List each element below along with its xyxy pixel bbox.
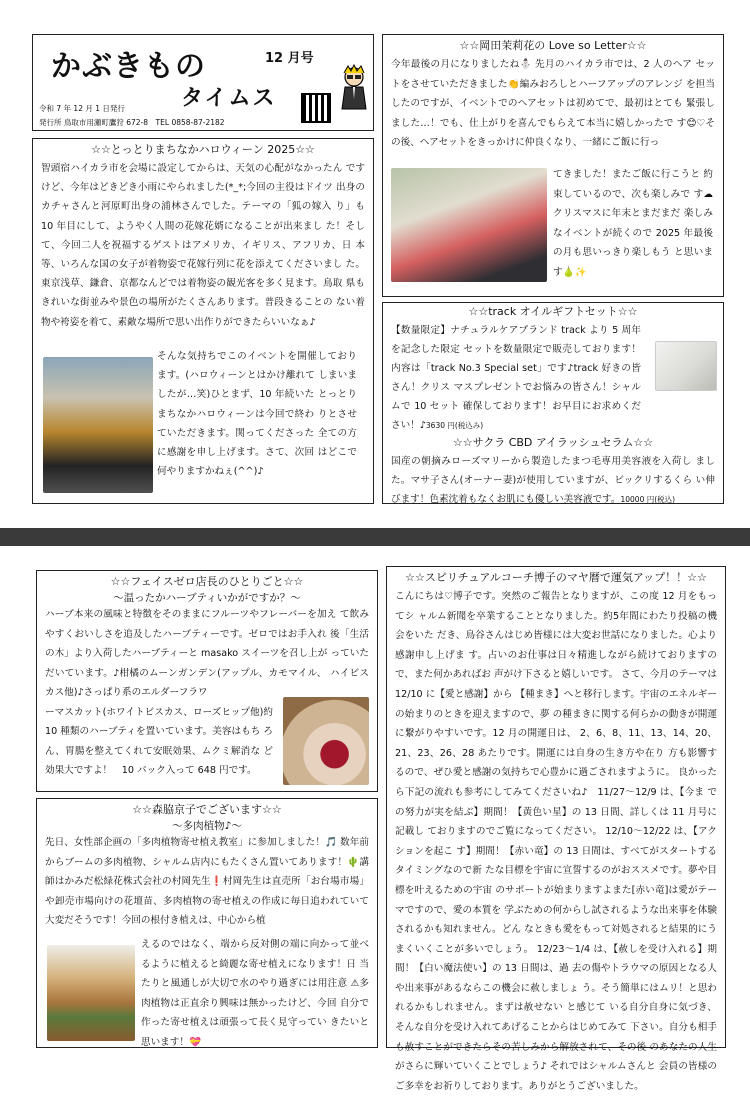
love-letter-title: ☆☆岡田茉莉花の Love so Letter☆☆: [459, 39, 647, 52]
halloween-title: ☆☆とっとりまちなかハロウィーン 2025☆☆: [91, 143, 315, 156]
herb-body-cont: ーマスカット(ホワイトビスカス、ローズヒップ他)約 10 種類のハーブティを置いています。美容はもち ろん、胃腸を整えてくれて安眠効果、ムクミ解消な ど効果大ですよ！ 10 パック入って 648 円です。: [45, 706, 273, 776]
track-article: [382, 302, 724, 504]
page-bottom: [0, 546, 750, 1092]
herb-article: [36, 570, 378, 792]
spiritual-title: ☆☆スピリチュアルコーチ博子のマヤ暦で運気アップ！！☆☆: [405, 571, 707, 584]
masthead-subtitle: タイムス: [181, 86, 277, 111]
halloween-article: [32, 138, 374, 504]
succulent-body: 先日、女性部企画の「多肉植物寄せ植え教室」に参加しました！🎵 数年前からブームの多肉植物、シャルム店内にもたくさん置いてあります！🌵講師はかみだ松緑花株式会社の村岡先生❗村岡先生は直売所「お台場市場」や卸売市場向けの花壇苗、多肉植物の寄せ植えの作成に毎日追われていて大変だそうです！今回の根付き植えは、中心から植: [45, 837, 369, 927]
succulent-title: ☆☆森脇京子でございます☆☆: [132, 803, 282, 816]
track-title: ☆☆track オイルギフトセット☆☆: [468, 305, 638, 318]
page-divider: [0, 528, 750, 546]
succulent-basket-photo: [47, 945, 135, 1041]
succulent-body-cont: えるのではなく、端から反対側の端に向かって並べ るように植えると綺麗な寄せ植えになります！日 当たりと風通しが大切で水のやり過ぎには用注意 ⚠多肉植物は正直余り興味は無かったけど、今回 自分で作った寄せ植えは頑張って長く見守ってい きたいと思います！💝: [141, 939, 369, 1048]
sakura-price: 10000 円(税込): [620, 495, 676, 504]
love-letter-body-cont: てきました！またご飯に行こうと 約束しているので、次も楽しみで す☁ クリスマスに年末とまだまだ 楽しみなイベントが続くので 2025 年最後の月も思いっきり楽しもう と思います🍐✨: [553, 169, 713, 278]
sakura-title: ☆☆サクラ CBD アイラッシュセラム☆☆: [452, 436, 654, 449]
sakura-text: 国産の朝摘みローズマリーから製造したまつ毛専用美容液を入荷し ました。マサ子さん(オーナー妻)が使用していますが、ビックリするくら い伸びます！色素沈着もなくお肌にも優しい美容液です。: [391, 456, 715, 505]
love-letter-body: 今年最後の月になりましたね⛄ 先月のハイカラ市では、2 人のヘア セットをさせていただきました👏編みおろしとハーフアップのアレンジ を担当したのですが、イベントでのヘアセットは初めてで、最初はとても 緊張しました…！でも、仕上がりを喜んでもらえて本当に嬉しかったで す😊♡その後、ヘアセットをきっかけに仲良くなり、一緒にご飯に行っ: [391, 59, 715, 148]
succulent-article: [36, 798, 378, 1048]
track-body: [383, 321, 649, 435]
masthead-title: かぶきもの: [51, 49, 206, 84]
track-price: 3630 円(税込み): [425, 421, 484, 430]
mascot-icon: [336, 65, 372, 111]
love-letter-article: [382, 34, 724, 297]
sakura-body: [383, 452, 723, 509]
herb-tea-photo: [283, 697, 369, 785]
succulent-subtitle: ～多肉植物♪～: [172, 820, 242, 832]
herb-subtitle: ～温ったかハーブティいかがですか？～: [113, 592, 301, 604]
love-letter-photo: [391, 168, 547, 282]
issue-date: 令和 7 年 12 月 1 日発行: [39, 104, 125, 113]
herb-title: ☆☆フェイスゼロ店長のひとりごと☆☆: [110, 575, 304, 588]
masthead: [32, 34, 374, 131]
halloween-body-cont: そんな気持ちでこのイベントを開催しており ます。(ハロウィーンとはかけ離れて しまいましたが…笑)ひとまず、10 年続いた とっとりまちなかハロウィーンは今回で終わ りとさせていただきます。関ってくださった 全ての方に感謝を申し上げます。さて、次回 はどこで何やりますかねぇ(^^)♪: [157, 351, 357, 478]
halloween-photo: [43, 357, 153, 493]
track-text: 【数量限定】ナチュラルケアブランド track より 5 周年を記念した限定 セットを数量限定で販売しております！内容は「track No.3 Special set」です♪track 好きの皆さん！クリス マスプレゼントでお悩みの皆さん！シャルムで 10 セット 確保しております！お早目にお求めください！♪: [391, 325, 641, 431]
spiritual-body: こんにちは♡博子です。突然のご報告となりますが、この度 12 月をもってシ ャルム新聞を卒業することとなりました。約5年間にわたり投稿の機会をいた だき、鳥谷さんはじめ皆様には大変お世話になりました。心より感謝申し上げま す。占いのお仕事は日々精進しながら続けておりますので、また何かあればお 声がけ下さると嬉しいです。 さて、今月のテーマは 12/10 に【愛と感謝】から 【種まき】へと移行します。宇宙のエネルギーの始まりのときを迎えますので、夢 の種まきに関する何らかの動きが開運に繋がりやすいです。12 月の開運日は、 2、6、8、11、13、14、20、21、23、26、28 あたりです。開運には自身の生き方や在り 方も影響するので、ぜひ愛と感謝の気持ちで心豊かに過ごされますように。 良かったら下記の流れも参考にしてみてくださいね♪ 11/27～12/9 は、【今ま での努力が実を結ぶ】期間！【黄色い星】の 13 日間、詳しくは 11 月号に記載し ておりますのでご覧になってください。 12/10～12/22 は、【アクションを起こ す】期間！【赤い竜】の 13 日間は、すべてがスタートするタイミングなので新 たな目標を宇宙に宣誓するのがおススメです。夢や目標を叶えるための宇宙 のサポートが始まりますよまた[赤い竜]は愛がテーマですので、愛の本質を 学ぶための何からし試されるような出来事を体験されるかも知れません。どん なときも愛をもって対処されると結果的にうまくいくことが多いでしょう。 12/23～1/4 は、【赦しを受け入れる】期間！【白い魔法使い】の 13 日間は、過 去の傷やトラウマの原因となる人や出来事があるならこの機会に赦しましょ う。そう簡単にはムリ！と思われるかもしれません。まずは赦せない と感じて いる自分自身に気づき、そんな自分を受け入れてあげることからはじめてみて 下さい。自分も相手も赦すことができたらその苦しみから解放されて、その後 のあなたの人生がさらに輝いていくことでしょう♪ それではシャルムさんと 会員の皆様のご多幸をお祈りしております。ありがとうございました。: [395, 591, 717, 1092]
track-product-photo: [655, 341, 717, 391]
halloween-body: 智頭宿ハイカラ市を会場に設定してからは、天気の心配がなかったん ですけど、今年はどきどき小雨にやられました(*_*;今回の主役はドイツ 出身のカチャさんと河原町出身の浦林さんでした。テーマの「狐の嫁入 り」も 10 年目にして、ようやく人間の花嫁花婿になることが出来まし た！そして、今回二人を祝福するゲストはアメリカ、イギリス、アフリカ、日 本等、いろんな国の女子が着物姿で花嫁行列に花を添えてくださいまし た。東京浅草、鎌倉、京都なんどでは着物姿の観光客を多く見ます。鳥取 県もきれいな街並みや景色の場所がたくさんあります。普段きることの ない着物や袴姿を着て、素敵な場所で思い出作りができたらいいなぁ♪: [41, 163, 365, 328]
spiritual-article: [386, 566, 726, 1092]
herb-body: ハーブ本来の風味と特徴をそのままにフルーツやフレーバーを加え て飲みやすくおいしさを追及したハーブティーです。ゼロではお手入れ 後「生活の木」より入荷したハーブティーと masako スイーツを召し上が っていただいています。♪柑橘のムーンガンデン(アップル、カモマイル、 ハイビスカス他)♪さっぱり系のエルダーフラワ: [45, 609, 369, 698]
page-top: [0, 0, 750, 528]
issue-number: 12 月号: [265, 51, 314, 66]
publisher-address: 発行所 鳥取市用瀬町鷹狩 672-8 TEL 0858-87-2182: [39, 118, 225, 127]
qr-code-icon: [301, 93, 331, 123]
